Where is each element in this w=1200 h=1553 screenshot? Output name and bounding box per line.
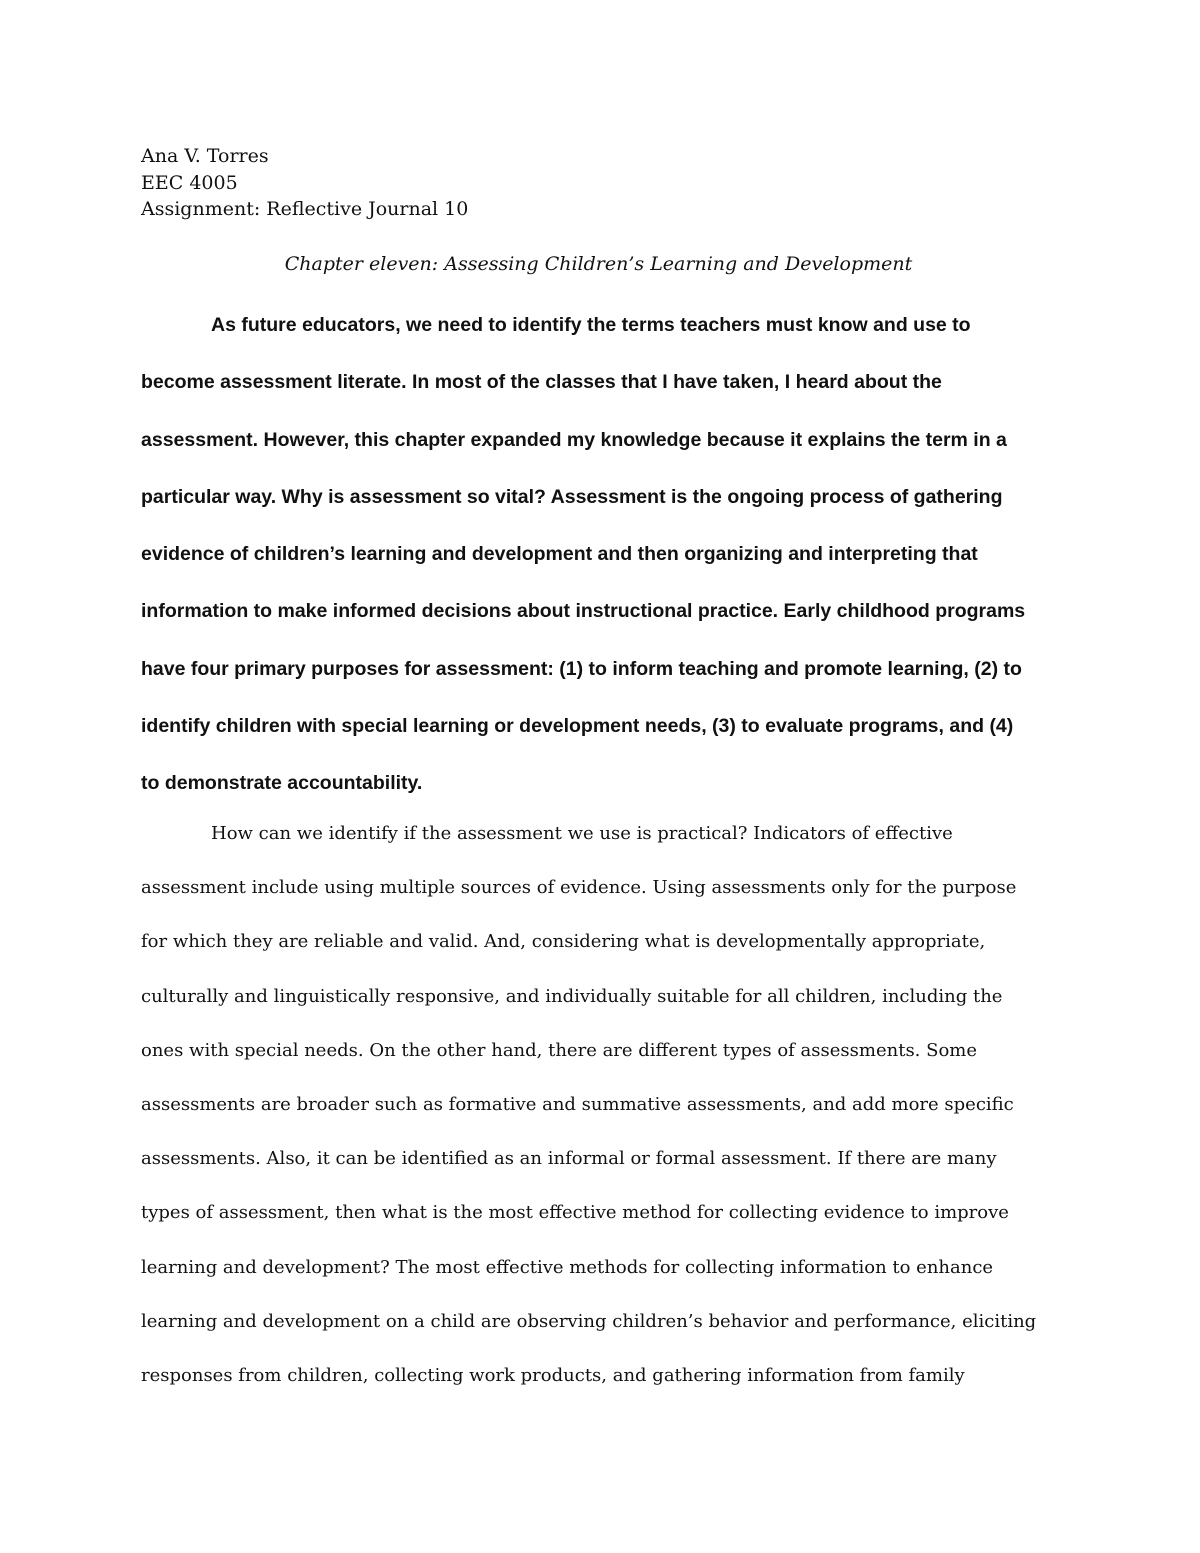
paragraph-line: types of assessment, then what is the most effective method for collecting evidence to improve <box>141 1202 1009 1224</box>
paragraph-line: particular way. Why is assessment so vital? Assessment is the ongoing process of gathering <box>141 485 1003 508</box>
paragraph-line: How can we identify if the assessment we use is practical? Indicators of effective <box>211 823 953 844</box>
paragraph-2 <box>141 807 1071 1403</box>
paragraph-line: assessments are broader such as formative and summative assessments, and add more specific <box>141 1094 1014 1116</box>
paragraph-line: have four primary purposes for assessment: (1) to inform teaching and promote learning, (2) to <box>141 657 1022 680</box>
paragraph-line: to demonstrate accountability. <box>141 772 423 795</box>
paragraph-line: ones with special needs. On the other hand, there are different types of assessments. Some <box>141 1039 978 1061</box>
paragraph-line: assessments. Also, it can be identified as an informal or formal assessment. If there are many <box>141 1148 997 1170</box>
author-name: Ana V. Torres <box>141 145 269 167</box>
paragraph-line: As future educators, we need to identify the terms teachers must know and use to <box>211 314 971 336</box>
paragraph-line: culturally and linguistically responsive, and individually suitable for all children, including the <box>141 985 1003 1007</box>
paragraph-line: assessment. However, this chapter expanded my knowledge because it explains the term in a <box>141 428 1007 451</box>
course-code: EEC 4005 <box>141 171 238 194</box>
paragraph-1 <box>141 297 1071 813</box>
paragraph-line: identify children with special learning or development needs, (3) to evaluate programs, and (4) <box>141 715 1014 738</box>
paragraph-line: become assessment literate. In most of the classes that I have taken, I heard about the <box>141 371 942 394</box>
paragraph-line: assessment include using multiple sources of evidence. Using assessments only for the purpose <box>141 877 1017 899</box>
paragraph-line: information to make informed decisions about instructional practice. Early childhood programs <box>141 600 1026 623</box>
paragraph-line: evidence of children’s learning and development and then organizing and interpreting that <box>141 543 978 566</box>
assignment-title: Assignment: Reflective Journal 10 <box>141 198 469 220</box>
document-header <box>141 143 468 223</box>
paragraph-line: responses from children, collecting work products, and gathering information from family <box>141 1365 965 1387</box>
chapter-title: Chapter eleven: Assessing Children’s Learning and Development <box>284 253 913 275</box>
paragraph-line: learning and development on a child are observing children’s behavior and performance, eliciting <box>141 1310 1037 1332</box>
paragraph-line: for which they are reliable and valid. And, considering what is developmentally appropriate, <box>141 931 986 953</box>
paragraph-line: learning and development? The most effective methods for collecting information to enhance <box>141 1256 994 1278</box>
